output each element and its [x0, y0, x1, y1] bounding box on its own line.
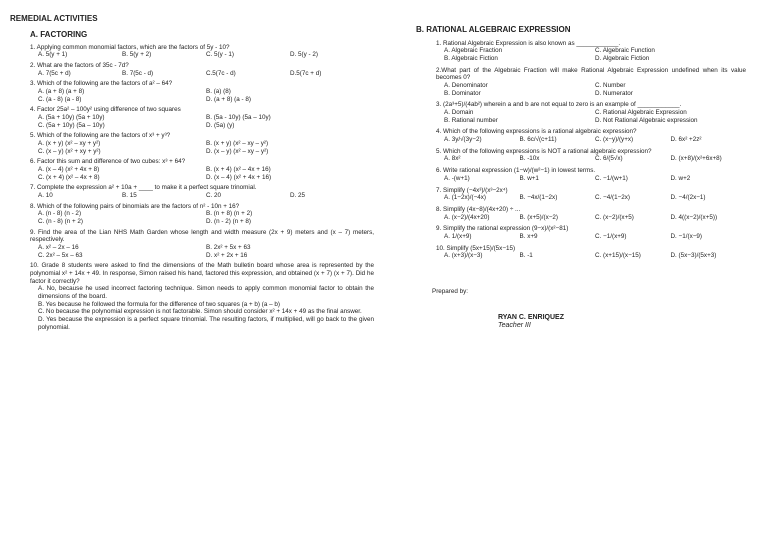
- answer-options: [444, 233, 746, 241]
- answer-option: D. −4/(2x−1): [670, 194, 706, 202]
- question-stem: 10. Simplify (5x+15)/(5x−15): [436, 244, 516, 252]
- question-8: [436, 206, 746, 221]
- answer-option: B. Rational number: [444, 116, 498, 124]
- answer-options: [38, 244, 374, 259]
- answer-option: B. 15: [122, 191, 137, 199]
- answer-options: [444, 175, 746, 183]
- question-8: [30, 203, 374, 226]
- answer-options: [444, 136, 746, 144]
- answer-option: D. (5a) (y): [206, 121, 235, 129]
- question-7: [30, 184, 374, 199]
- answer-option: C. (x−2)/(x+5): [595, 213, 634, 221]
- answer-option: B. (n + 8) (n + 2): [206, 210, 253, 218]
- section-b-questions: [416, 40, 746, 260]
- answer-option: D. 5(y - 2): [290, 51, 318, 59]
- question-stem: 6. Factor this sum and difference of two cubes: x³ + 64?: [30, 158, 186, 166]
- question-6: [436, 167, 746, 182]
- answer-option: D. (x+8)/(x²+6x+8): [670, 155, 722, 163]
- question-stem: 7. Simplify (−4x³)/(x³−2x⁴): [436, 186, 508, 194]
- answer-option: A. (n - 8) (n - 2): [38, 210, 82, 218]
- answer-option: C. Algebraic Function: [595, 47, 655, 55]
- answer-option: D. Algebraic Fiction: [595, 55, 650, 63]
- question-10: [30, 262, 374, 331]
- answer-option: B. Yes because he followed the formula for the difference of two squares (a + b) (a – b): [38, 300, 280, 308]
- answer-option: C. 2x² – 5x – 63: [38, 251, 83, 259]
- answer-option: B. (5a - 10y) (5a – 10y): [206, 113, 271, 121]
- answer-option: B. (x + y) (x² – xy – y²): [206, 139, 269, 147]
- prepared-by-label: Prepared by:: [432, 287, 469, 295]
- answer-options: [38, 210, 374, 225]
- answer-option: A. 8x²: [444, 155, 461, 163]
- question-4: [436, 128, 746, 143]
- answer-options: [38, 88, 374, 103]
- question-2: [30, 62, 374, 77]
- answer-options: [444, 47, 746, 62]
- answer-option: D. (x – 4) (x² + 4x + 16): [206, 173, 272, 181]
- answer-option: A. (1−2x)/(−4x): [444, 194, 486, 202]
- answer-option: B. 5(y + 2): [122, 51, 152, 59]
- question-2: [436, 67, 746, 98]
- question-1: [30, 44, 374, 59]
- answer-option: B. 7(5c - d): [122, 69, 154, 77]
- teacher-name: RYAN C. ENRIQUEZ: [498, 313, 564, 321]
- answer-option: A. x² – 2x – 16: [38, 243, 79, 251]
- answer-option: D. w+2: [670, 174, 691, 182]
- answer-option: C. −1/(x+9): [595, 232, 627, 240]
- question-10: [436, 245, 746, 260]
- answer-option: B. -10x: [519, 155, 540, 163]
- answer-option: A. 1/(x+9): [444, 232, 472, 240]
- answer-option: B. (x+5)/(x−2): [519, 213, 558, 221]
- answer-option: D. (a + 8) (a - 8): [206, 95, 251, 103]
- question-5: [30, 132, 374, 155]
- answer-option: A. Denominator: [444, 82, 488, 90]
- question-stem: 8. Simplify (4x−8)/(4x+20) ÷ ...: [436, 205, 521, 213]
- answer-option: A. (x−2)/(4x+20): [444, 213, 490, 221]
- answer-option: C. (a - 8) (a - 8): [38, 95, 82, 103]
- answer-option: A. (5a + 10y) (5a + 10y): [38, 113, 105, 121]
- question-stem: 1. Rational Algebraic Expression is also known as ____________.: [436, 39, 621, 47]
- answer-options: [444, 109, 746, 124]
- answer-option: C. (x – y) (x² + xy + y²): [38, 147, 101, 155]
- question-stem: 5. Which of the following are the factors of x³ + y³?: [30, 132, 171, 140]
- teacher-role: Teacher III: [498, 322, 531, 330]
- answer-option: C. Rational Algebraic Expression: [595, 109, 687, 117]
- answer-option: C. Number: [595, 82, 626, 90]
- doc-title: REMEDIAL ACTIVITIES: [10, 14, 98, 23]
- answer-option: D.5(7c + d): [290, 69, 322, 77]
- answer-option: C. (n - 8) (n + 2): [38, 217, 83, 225]
- question-7: [436, 187, 746, 202]
- answer-options: [38, 140, 374, 155]
- answer-option: D. −1/(x−9): [670, 232, 702, 240]
- answer-option: B. (a) (8): [206, 87, 231, 95]
- answer-option: A. -(w+1): [444, 174, 470, 182]
- answer-option: C. (x+15)/(x−15): [595, 252, 641, 260]
- answer-option: D. 4((x−2)/(x+5)): [670, 213, 718, 221]
- answer-option: D. 6x² +2z²: [670, 136, 702, 144]
- answer-option: D. (n - 2) (n + 8): [206, 217, 251, 225]
- answer-option: C. 20: [206, 191, 222, 199]
- answer-option: A. 3y/√(3y−2): [444, 136, 482, 144]
- section-b-column: [416, 0, 746, 331]
- answer-options: [444, 155, 746, 163]
- answer-option: B. −4x/(1−2x): [519, 194, 558, 202]
- question-3: [30, 80, 374, 103]
- question-stem: 8. Which of the following pairs of binomials are the factors of n² - 10n + 16?: [30, 202, 240, 210]
- question-stem: 3. Which of the following are the factors of a² – 64?: [30, 80, 173, 88]
- question-stem: 9. Simplify the rational expression (9−x)/(x²−81): [436, 225, 569, 233]
- answer-options: [38, 285, 374, 331]
- answer-option: C. (x−y)/(y+x): [595, 136, 634, 144]
- answer-option: D. Numerator: [595, 89, 633, 97]
- answer-option: D. Not Rational Algebraic expression: [595, 116, 698, 124]
- question-9: [436, 225, 746, 240]
- question-9: [30, 229, 374, 260]
- answer-option: A. No, because he used incorrect factoring technique. Simon needs to apply common monomial factor to obtain the dimensions of the board.: [38, 285, 374, 300]
- answer-option: D. Yes because the expression is a perfect square trinomial. The resulting factors, if multiplied, will go back to the given polynomial.: [38, 316, 374, 331]
- answer-options: [38, 70, 374, 78]
- question-stem: 2. What are the factors of 35c - 7d?: [30, 61, 129, 69]
- answer-option: A. (a + 8) (a + 8): [38, 87, 85, 95]
- answer-option: D. x² + 2x + 16: [206, 251, 248, 259]
- answer-option: A. (x + y) (x² – xy + y²): [38, 139, 101, 147]
- answer-option: B. -1: [519, 252, 533, 260]
- answer-option: B. Algebraic Fiction: [444, 55, 498, 63]
- answer-option: B. (x + 4) (x² – 4x + 16): [206, 165, 271, 173]
- answer-options: [38, 51, 374, 59]
- answer-option: A. 5(y + 1): [38, 51, 68, 59]
- answer-option: C. −4/(1−2x): [595, 194, 630, 202]
- question-stem: 5. Which of the following expressions is NOT a rational algebraic expression?: [436, 147, 652, 155]
- answer-options: [444, 194, 746, 202]
- question-stem: 7. Complete the expression a² + 10a + ____ to make it a perfect square trinomial.: [30, 184, 257, 192]
- answer-option: A. (x – 4) (x² + 4x + 8): [38, 165, 100, 173]
- answer-option: C. No because the polynomial expression is not factorable. Simon should consider x² + 14x + 49 as the final answer.: [38, 308, 362, 316]
- question-6: [30, 158, 374, 181]
- answer-options: [444, 252, 746, 260]
- answer-option: C. 5(y - 1): [206, 51, 234, 59]
- question-1: [436, 40, 746, 63]
- answer-option: B. Dominator: [444, 89, 481, 97]
- question-stem: 2.What part of the Algebraic Fraction will make Rational Algebraic Expression undefined when its value becomes 0?: [436, 66, 746, 82]
- answer-option: C.5(7c - d): [206, 69, 236, 77]
- section-a-title: A. FACTORING: [30, 29, 88, 39]
- answer-option: D. (5x−3)/(5x+3): [670, 252, 717, 260]
- answer-option: C. (x + 4) (x² – 4x + 8): [38, 173, 100, 181]
- answer-options: [444, 214, 746, 222]
- answer-option: B. 6c/√(c+11): [519, 136, 557, 144]
- answer-option: C. −1/(w+1): [595, 174, 628, 182]
- question-stem: 1. Applying common monomial factors, which are the factors of 5y - 10?: [30, 43, 230, 51]
- question-stem: 10. Grade 8 students were asked to find the dimensions of the Math bulletin board whose area is represented by the polynomial x² + 14x + 49. In response, Simon raised his hand, factored this expression, and obtained (x + 7) (x + 7). Did he factor it correctly?: [30, 262, 374, 285]
- question-3: [436, 101, 746, 124]
- answer-option: D. 25: [290, 191, 306, 199]
- answer-option: C. 6/(5√x): [595, 155, 623, 163]
- answer-option: B. w+1: [519, 174, 539, 182]
- answer-option: C. (5a + 10y) (5a – 10y): [38, 121, 105, 129]
- answer-option: A. 10: [38, 191, 53, 199]
- answer-options: [38, 114, 374, 129]
- section-a-questions: [10, 44, 374, 332]
- question-5: [436, 148, 746, 163]
- answer-options: [444, 82, 746, 97]
- section-a-column: [10, 0, 374, 334]
- question-stem: 9. Find the area of the Lian NHS Math Garden whose length and width measure (2x + 9) meters and (x – 7) meters, respectively.: [30, 228, 374, 244]
- answer-option: D. (x – y) (x² – xy – y²): [206, 147, 269, 155]
- question-stem: 6. Write rational expression (1−w)/(w²−1) in lowest terms.: [436, 167, 596, 175]
- answer-option: A. Domain: [444, 109, 474, 117]
- answer-options: [38, 192, 374, 200]
- question-stem: 4. Factor 25a² – 100y² using difference of two squares: [30, 106, 181, 114]
- section-b-title: B. RATIONAL ALGEBRAIC EXPRESSION: [416, 25, 571, 34]
- answer-option: B. 2x² + 5x + 63: [206, 243, 251, 251]
- answer-option: A. Algebraic Fraction: [444, 47, 503, 55]
- answer-option: A. (x+3)/(x−3): [444, 252, 483, 260]
- answer-option: B. x+9: [519, 232, 538, 240]
- question-4: [30, 106, 374, 129]
- question-stem: 4. Which of the following expressions is a rational algebraic expression?: [436, 128, 637, 136]
- question-stem: 3. (2a³+5)/(4ab²) wherein a and b are not equal to zero is an example of ____________.: [436, 101, 682, 109]
- answer-option: A. 7(5c + d): [38, 69, 71, 77]
- answer-options: [38, 166, 374, 181]
